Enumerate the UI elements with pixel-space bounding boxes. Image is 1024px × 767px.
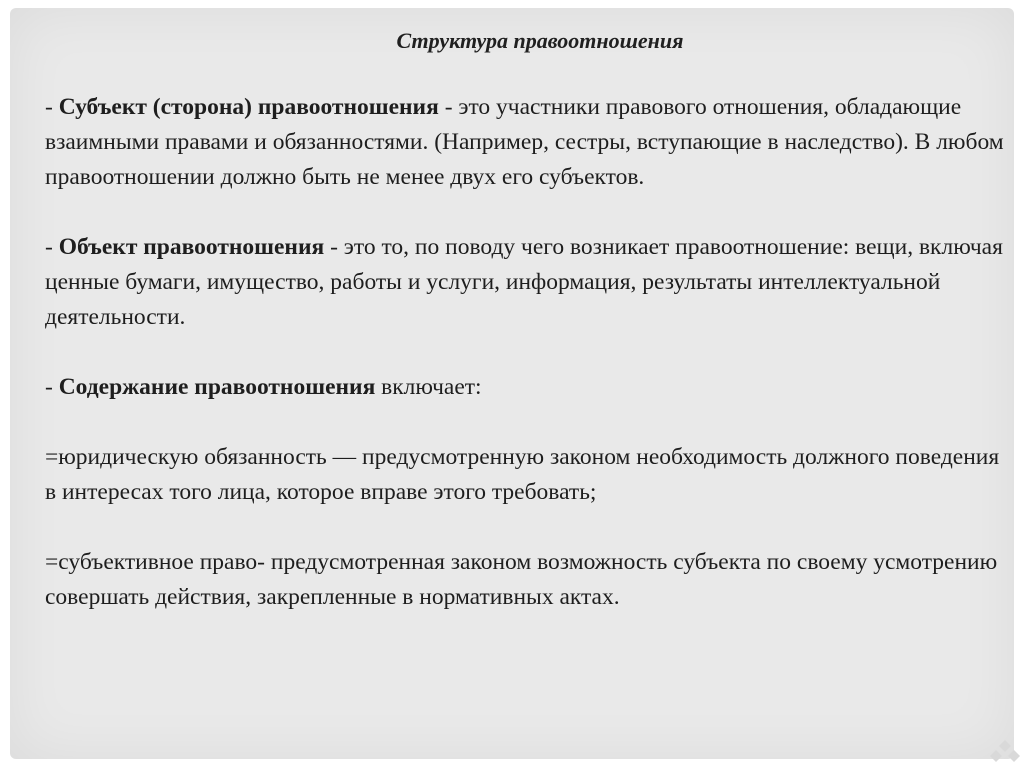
paragraph-prefix: - — [45, 234, 59, 260]
slide-title: Структура правоотношения — [396, 28, 684, 53]
paragraph-text: - это то, по поводу чего возникает правоотношение: вещи, включая ценные бумаги, имущество, работы и услуги, информация, результаты интеллектуальной деятельности. — [45, 234, 1003, 330]
slide-body — [45, 90, 1010, 615]
term-object: Объект правоотношения — [58, 234, 325, 260]
paragraph-obligation: =юридическую обязанность — предусмотренную законом необходимость должного поведения в интересах того лица, которое вправе этого требовать; — [45, 444, 1000, 505]
paragraph-text: - это участники правового отношения, обладающие взаимными правами и обязанностями. (Например, сестры, вступающие в наследство). В любом правоотношении должно быть не менее двух его субъектов. — [45, 94, 1004, 190]
term-content: Содержание правоотношения — [58, 374, 376, 400]
term-subject: Субъект (сторона) правоотношения — [58, 94, 439, 120]
paragraph-object — [45, 230, 1010, 335]
paragraph-prefix: - — [45, 374, 59, 400]
paragraph-prefix: - — [45, 94, 59, 120]
paragraph-content — [45, 370, 1010, 405]
slide — [10, 8, 1014, 759]
paragraph-right: =субъективное право- предусмотренная законом возможность субъекта по своему усмотрению совершать действия, закрепленные в нормативных актах. — [45, 549, 998, 610]
diamond-cluster-icon — [988, 739, 1022, 765]
paragraph-text: включает: — [375, 374, 482, 400]
paragraph-subject — [45, 90, 1010, 195]
